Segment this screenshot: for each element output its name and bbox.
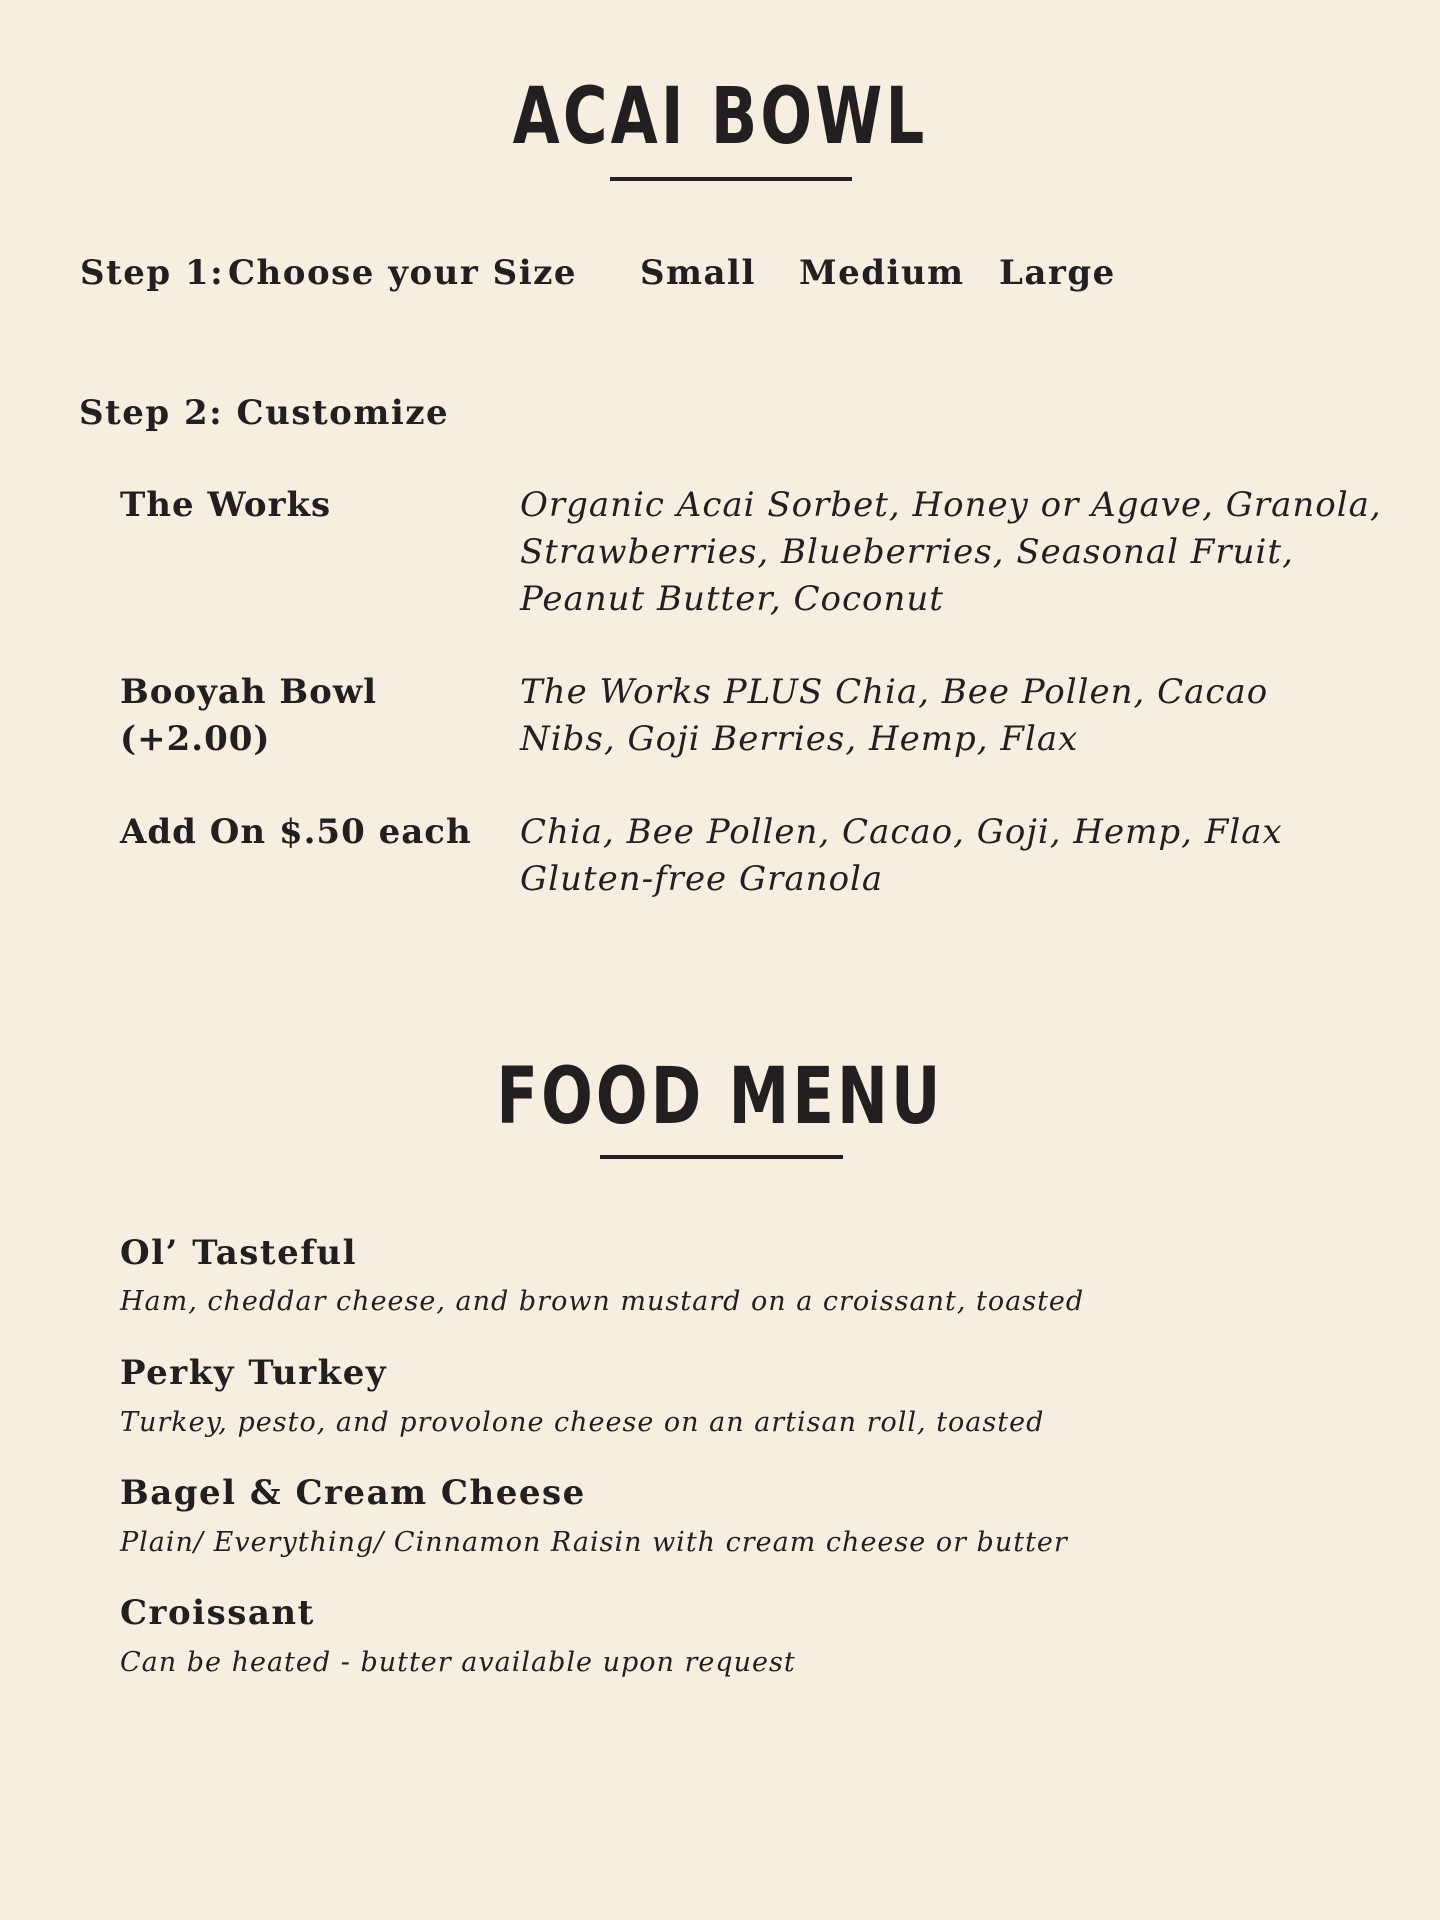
food-item-description: Can be heated - butter available upon request bbox=[120, 1647, 796, 1678]
step1-text: Choose your Size bbox=[228, 253, 578, 293]
size-option-small: Small bbox=[640, 253, 756, 293]
size-option-medium: Medium bbox=[799, 253, 965, 293]
size-option-large: Large bbox=[999, 253, 1116, 293]
option-name-the-works: The Works bbox=[120, 485, 332, 525]
food-title-underline bbox=[600, 1155, 843, 1159]
option-desc-add-on: Chia, Bee Pollen, Cacao, Goji, Hemp, Flax Gluten-free Granola bbox=[520, 812, 1283, 899]
food-item-name: Perky Turkey bbox=[120, 1353, 388, 1393]
option-desc-booyah-bowl: The Works PLUS Chia, Bee Pollen, Cacao Nibs, Goji Berries, Hemp, Flax bbox=[520, 672, 1269, 759]
food-item-name: Ol’ Tasteful bbox=[120, 1233, 358, 1273]
food-menu-title: FOOD MENU bbox=[496, 1052, 944, 1142]
option-name-booyah-bowl: Booyah Bowl (+2.00) bbox=[120, 672, 378, 759]
acai-title-underline bbox=[610, 177, 852, 181]
option-desc-the-works: Organic Acai Sorbet, Honey or Agave, Granola, Strawberries, Blueberries, Seasonal Fruit, Peanut Butter, Coconut bbox=[520, 485, 1382, 619]
food-item-description: Plain/ Everything/ Cinnamon Raisin with cream cheese or butter bbox=[120, 1527, 1068, 1558]
food-item-description: Ham, cheddar cheese, and brown mustard on a croissant, toasted bbox=[120, 1286, 1085, 1317]
step1-label: Step 1: bbox=[80, 253, 225, 293]
acai-bowl-title: ACAI BOWL bbox=[512, 72, 928, 162]
food-item-name: Bagel & Cream Cheese bbox=[120, 1473, 586, 1513]
food-item-description: Turkey, pesto, and provolone cheese on an artisan roll, toasted bbox=[120, 1407, 1045, 1438]
step2-label: Step 2: Customize bbox=[79, 393, 450, 433]
food-item-name: Croissant bbox=[120, 1593, 315, 1633]
option-name-add-on: Add On $.50 each bbox=[120, 812, 472, 852]
